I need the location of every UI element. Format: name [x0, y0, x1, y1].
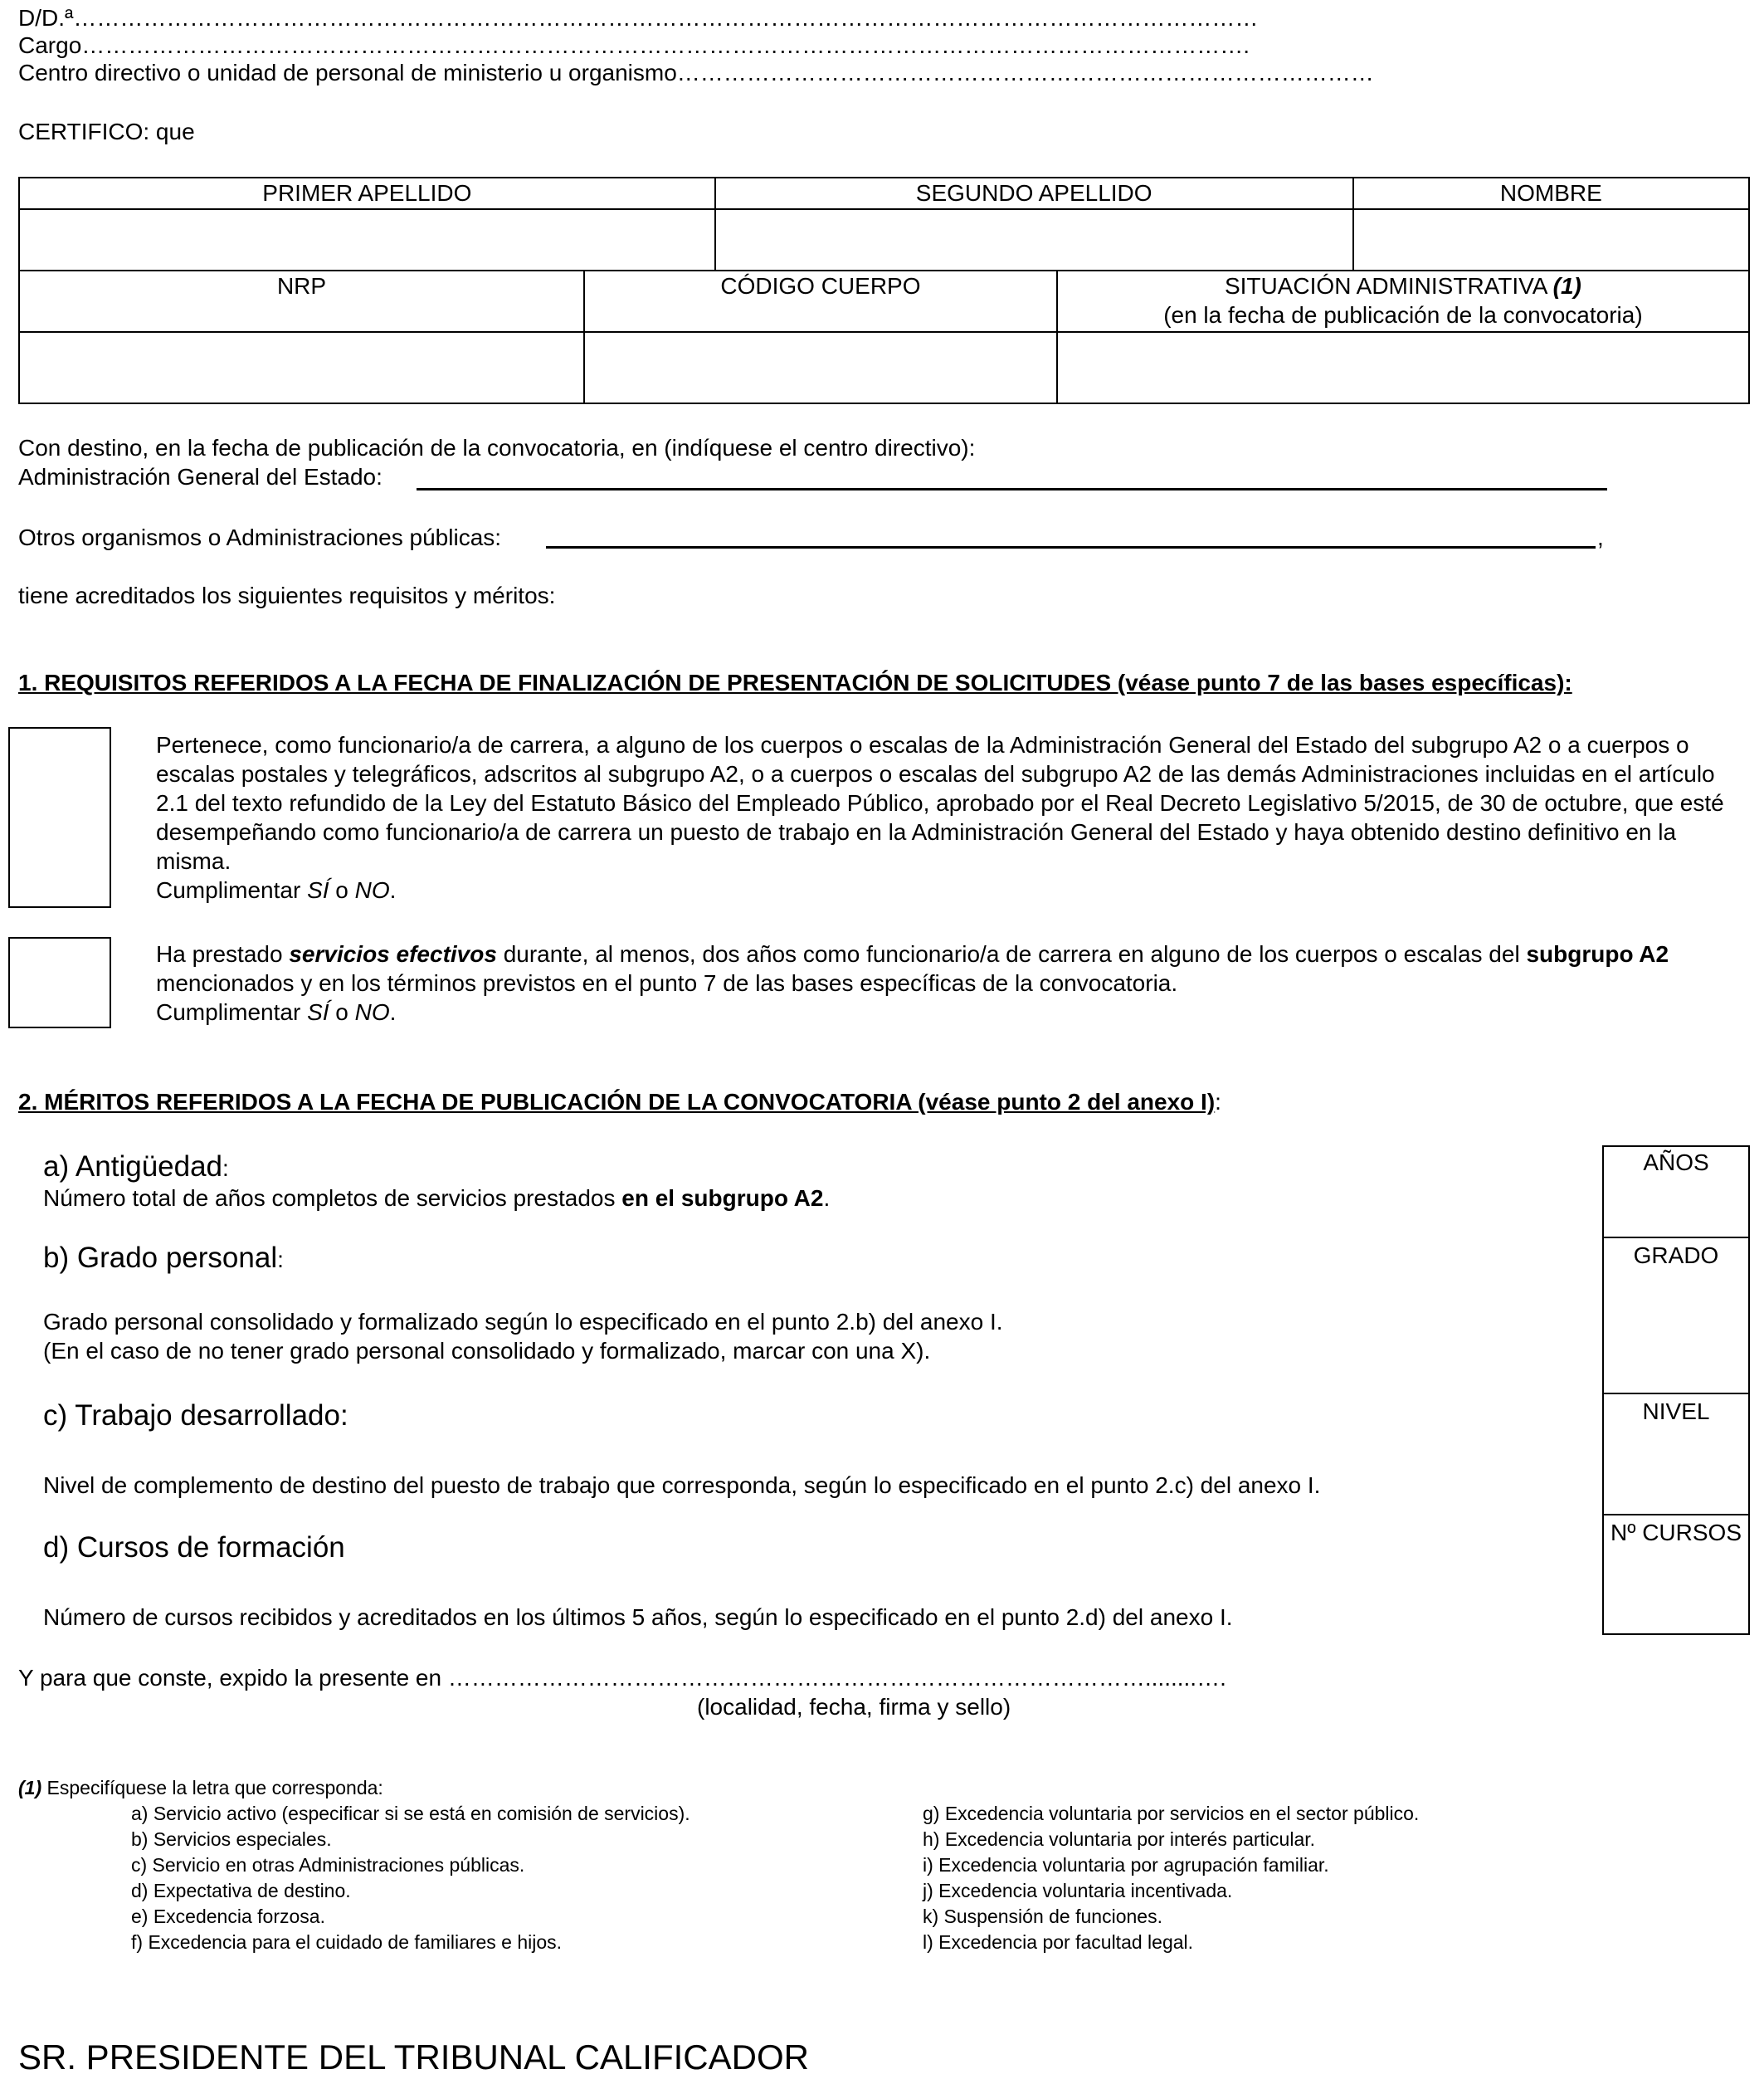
footnote-intro [18, 1775, 383, 1801]
req2-dot: . [389, 999, 397, 1025]
grado-text2: (En el caso de no tener grado personal consolidado y formalizado, marcar con una X). [43, 1338, 931, 1364]
footnote-ref: (1) [18, 1777, 42, 1798]
grado-heading [43, 1242, 284, 1276]
age-field[interactable] [417, 488, 1607, 490]
footnote-item: b) Servicios especiales. [131, 1828, 332, 1850]
footnote-intro-text: Especifíquese la letra que corresponda: [41, 1777, 383, 1798]
req2-si: SÍ [307, 999, 329, 1025]
primer-apellido-field[interactable] [19, 209, 715, 271]
identification-table-2 [18, 270, 1750, 404]
localidad-caption: (localidad, fecha, firma y sello) [697, 1694, 1011, 1720]
codigo-cuerpo-field[interactable] [584, 332, 1057, 403]
req1-o: o [329, 877, 355, 903]
footnote-item: e) Excedencia forzosa. [131, 1906, 325, 1927]
req2-o: o [329, 999, 355, 1025]
req2-cumpl-label: Cumplimentar [156, 999, 308, 1025]
destino-intro: Con destino, en la fecha de publicación de la convocatoria, en (indíquese el centro directivo): [18, 435, 976, 461]
footnote-left-list [131, 1801, 690, 1955]
nivel-label: NIVEL [1642, 1398, 1710, 1424]
expido-line: Y para que conste, expido la presente en ………………………………………………………………………………........…. [18, 1665, 1226, 1691]
situacion-field[interactable] [1057, 332, 1749, 403]
centro-line: Centro directivo o unidad de personal de ministerio u organismo……………………………………………………………………………… [18, 60, 1374, 85]
req2-servicios-efectivos: servicios efectivos [289, 941, 497, 967]
trabajo-text: Nivel de complemento de destino del puesto de trabajo que corresponda, según lo especificado en el punto 2.c) del anexo I. [43, 1472, 1321, 1498]
footnote-item: f) Excedencia para el cuidado de familiares e hijos. [131, 1931, 563, 1953]
dda-line: D/D.ª……………………………………………………………………………………………………………………………………… [18, 5, 1259, 31]
certifico-label: CERTIFICO: que [18, 119, 195, 144]
req2-no: NO [354, 999, 390, 1025]
req1-text [156, 730, 1741, 905]
situacion-label: SITUACIÓN ADMINISTRATIVA [1224, 273, 1547, 299]
footnote-item: j) Excedencia voluntaria incentivada. [923, 1880, 1233, 1901]
req2-part-c: durante, al menos, dos años como funcionario/a de carrera en alguno de los cuerpos o escalas del [496, 941, 1527, 967]
req2-part-e: mencionados y en los términos previstos en el punto 7 de las bases específicas de la convocatoria. [156, 970, 1178, 996]
antiguedad-heading [43, 1150, 229, 1185]
req1-checkbox[interactable] [8, 727, 111, 908]
otros-label: Otros organismos o Administraciones públicas: [18, 525, 502, 550]
footnote-item: i) Excedencia voluntaria por agrupación familiar. [923, 1854, 1329, 1876]
req1-no: NO [354, 877, 390, 903]
anos-label: AÑOS [1643, 1149, 1709, 1175]
grado-box-label: GRADO [1633, 1242, 1719, 1268]
nombre-header: NOMBRE [1353, 178, 1749, 209]
antiguedad-desc: Número total de años completos de servicios prestados [43, 1185, 622, 1211]
footnote-item: g) Excedencia voluntaria por servicios en el sector público. [923, 1803, 1420, 1824]
req1-body: Pertenece, como funcionario/a de carrera, a alguno de los cuerpos o escalas de la Administración General del Estado del subgrupo A2 o a cuerpos o escalas postales y telegráficos, adscritos al subgrupo A2, o a cuerpos o escalas del subgrupo A2 de las demás Administraciones incluidas en el artículo 2.1 del texto refundido de la Ley del Estatuto Básico del Empleado Público, aprobado por el Real Decreto Legislativo 5/2015, de 30 de octubre, que esté desempeñando como funcionario/a de carrera un puesto de trabajo en la Administración General del Estado y haya obtenido destino definitivo en la misma. [156, 732, 1724, 874]
otros-field[interactable] [546, 546, 1596, 549]
cursos-heading: d) Cursos de formación [43, 1531, 345, 1564]
antiguedad-subgrupo: en el subgrupo A2 [621, 1185, 824, 1211]
primer-apellido-header: PRIMER APELLIDO [19, 178, 715, 209]
tiene-label: tiene acreditados los siguientes requisitos y méritos: [18, 583, 556, 608]
footnote-item: l) Excedencia por facultad legal. [923, 1931, 1194, 1953]
segundo-apellido-header: SEGUNDO APELLIDO [715, 178, 1353, 209]
footnote-item: k) Suspensión de funciones. [923, 1906, 1162, 1927]
antiguedad-dot: . [823, 1185, 831, 1211]
req2-checkbox[interactable] [8, 937, 111, 1028]
segundo-apellido-field[interactable] [715, 209, 1353, 271]
cargo-line: Cargo……………………………………………………………………………………………………………………………………. [18, 32, 1250, 58]
nrp-field[interactable] [19, 332, 584, 403]
situacion-sublabel: (en la fecha de publicación de la convocatoria) [1163, 302, 1643, 328]
req1-dot: . [389, 877, 397, 903]
antiguedad-colon: : [222, 1155, 229, 1181]
req2-text [156, 939, 1741, 1027]
nrp-header: NRP [19, 271, 584, 332]
footnote-item: d) Expectativa de destino. [131, 1880, 351, 1901]
age-label: Administración General del Estado: [18, 464, 383, 490]
req1-cumpl-label: Cumplimentar [156, 877, 308, 903]
cursos-text: Número de cursos recibidos y acreditados en los últimos 5 años, según lo especificado en el punto 2.d) del anexo I. [43, 1604, 1233, 1630]
footnote-right-list [923, 1801, 1419, 1955]
req2-subgrupo: subgrupo A2 [1526, 941, 1669, 967]
grado-text1: Grado personal consolidado y formalizado según lo especificado en el punto 2.b) del anexo I. [43, 1309, 1003, 1335]
antiguedad-text [43, 1183, 830, 1213]
addressee: SR. PRESIDENTE DEL TRIBUNAL CALIFICADOR [18, 2038, 809, 2077]
antiguedad-label: a) Antigüedad [43, 1150, 223, 1183]
req1-si: SÍ [307, 877, 329, 903]
cursos-label: Nº CURSOS [1610, 1520, 1742, 1545]
codigo-cuerpo-header: CÓDIGO CUERPO [584, 271, 1057, 332]
grado-colon: : [277, 1247, 284, 1272]
footnote-item: c) Servicio en otras Administraciones públicas. [131, 1854, 525, 1876]
grado-label: b) Grado personal [43, 1242, 278, 1274]
section2-title [18, 1087, 1221, 1116]
section2-title-text: 2. MÉRITOS REFERIDOS A LA FECHA DE PUBLICACIÓN DE LA CONVOCATORIA (véase punto 2 del anexo I) [18, 1089, 1216, 1115]
req2-part-a: Ha prestado [156, 941, 290, 967]
otros-comma: , [1597, 525, 1604, 550]
section2-title-colon: : [1215, 1089, 1221, 1115]
nombre-field[interactable] [1353, 209, 1749, 271]
section1-title: 1. REQUISITOS REFERIDOS A LA FECHA DE FINALIZACIÓN DE PRESENTACIÓN DE SOLICITUDES (véase punto 7 de las bases específicas): [18, 670, 1572, 695]
footnote-item: a) Servicio activo (especificar si se está en comisión de servicios). [131, 1803, 690, 1824]
situacion-ref: (1) [1552, 273, 1581, 299]
situacion-header [1057, 271, 1749, 332]
identification-table [18, 177, 1750, 271]
trabajo-heading: c) Trabajo desarrollado: [43, 1399, 348, 1432]
footnote-item: h) Excedencia voluntaria por interés particular. [923, 1828, 1316, 1850]
